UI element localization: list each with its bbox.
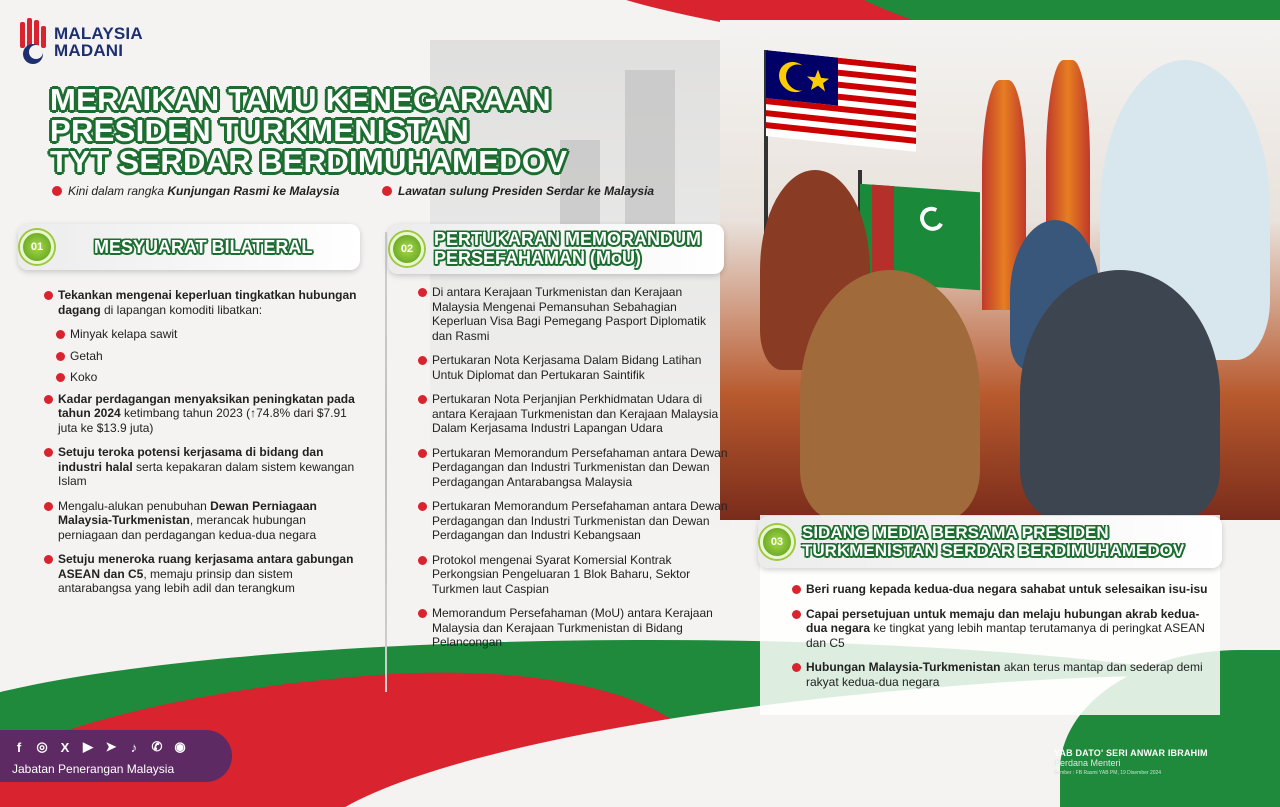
list-item: Hubungan Malaysia-Turkmenistan akan terus mantap dan sederap demi rakyat kedua-dua negara (792, 660, 1212, 689)
list-item: Pertukaran Memorandum Persefahaman antara Dewan Perdagangan dan Industri Turkmenistan dan Dewan Perdagangan dan Industri Kebangsaan (418, 499, 728, 543)
leader-figure-left (800, 270, 980, 520)
logo-line-2: MADANI (54, 41, 124, 60)
list-item: Mengalu-alukan penubuhan Dewan Perniagaan Malaysia-Turkmenistan, merancak hubungan perniagaan dan perdagangan kedua-dua negara (44, 499, 362, 543)
list-item: Beri ruang kepada kedua-dua negara sahabat untuk selesaikan isu-isu (792, 582, 1212, 597)
section-1-title: MESYUARAT BILATERAL (94, 236, 313, 257)
section-3-number: 03 (760, 525, 794, 559)
social-media-bar (0, 730, 232, 782)
pm-role: Perdana Menteri (1054, 758, 1121, 768)
list-item: Tekankan mengenai keperluan tingkatkan hubungan dagang di lapangan komoditi libatkan: (44, 288, 362, 317)
section-3-header (758, 516, 1222, 568)
title-line-3: TYT SERDAR BERDIMUHAMEDOV (50, 144, 568, 179)
subtitle-1-bold: Kunjungan Rasmi ke Malaysia (167, 184, 340, 198)
list-item: Di antara Kerajaan Turkmenistan dan Kerajaan Malaysia Mengenai Pemansuhan Sebahagian Keperluan Visa Bagi Pemegang Pasport Diplomatik dan Rasmi (418, 285, 728, 343)
bullet-dot (382, 186, 392, 196)
section-3-title-1: SIDANG MEDIA BERSAMA PRESIDEN (802, 523, 1109, 542)
list-item: Setuju meneroka ruang kerjasama antara gabungan ASEAN dan C5, memaju prinsip dan sistem antarabangsa yang lebih adil dan terangkum (44, 552, 362, 596)
list-item: Pertukaran Nota Kerjasama Dalam Bidang Latihan Untuk Diplomat dan Pertukaran Saintifik (418, 353, 728, 382)
subtitle-1-plain: Kini dalam rangka (68, 184, 168, 198)
list-item: Setuju teroka potensi kerjasama di bidang dan industri halal serta kepakaran dalam sistem kewangan Islam (44, 445, 362, 489)
illustration-leaders-handshake (720, 20, 1280, 520)
facebook-icon[interactable]: f (16, 739, 22, 755)
bullet-dot (52, 186, 62, 196)
list-item: Memorandum Persefahaman (MoU) antara Kerajaan Malaysia dan Kerajaan Turkmenistan di Bidang Pelancongan (418, 606, 728, 650)
malaysia-madani-logo (18, 18, 143, 66)
instagram-icon[interactable]: ◎ (36, 739, 48, 754)
section-2-title-1: PERTUKARAN MEMORANDUM (434, 229, 701, 249)
pm-name: YAB DATO' SERI ANWAR IBRAHIM (1054, 748, 1208, 758)
list-item: Capai persetujuan untuk memaju dan melaju hubungan akrab kedua-dua negara ke tingkat yang lebih mantap terutamanya di peringkat ASEAN dan C5 (792, 607, 1212, 651)
x-icon[interactable]: X (60, 739, 70, 755)
title-line-2: PRESIDEN TURKMENISTAN (50, 113, 470, 148)
list-item: Pertukaran Memorandum Persefahaman antara Dewan Perdagangan dan Industri Turkmenistan dan Dewan Perdagangan Antarabangsa Malaysia (418, 446, 728, 490)
list-item: Minyak kelapa sawit (56, 327, 362, 342)
youtube-icon[interactable]: ▶ (83, 739, 93, 754)
title-line-1: MERAIKAN TAMU KENEGARAAN (50, 82, 551, 117)
section-2-title-2: PERSEFAHAMAN (MoU) (434, 248, 641, 268)
department-name: Jabatan Penerangan Malaysia (12, 762, 175, 776)
leader-figure-right (1020, 270, 1220, 520)
section-2-header (388, 224, 724, 274)
section-1-header (18, 224, 360, 270)
list-item: Protokol mengenai Syarat Komersial Kontrak Perkongsian Pengeluaran 1 Blok Baharu, Sektor Turkmen laut Caspian (418, 553, 728, 597)
section-1-list (44, 288, 362, 606)
column-divider (385, 232, 387, 692)
section-1-number: 01 (20, 230, 54, 264)
list-item: Kadar perdagangan menyaksikan peningkatan pada tahun 2024 ketimbang tahun 2023 (↑74.8% dari $7.91 juta ke $13.9 juta) (44, 392, 362, 436)
spotify-icon[interactable]: ◉ (174, 739, 186, 754)
malaysia-flag (766, 50, 916, 152)
madani-emblem-icon (18, 18, 48, 66)
telegram-icon[interactable]: ➤ (105, 739, 117, 754)
source-note: Sumber : FB Rasmi YAB PM, 19 Disember 2024 (1054, 770, 1162, 776)
list-item: Getah (56, 349, 362, 364)
prime-minister-credit (1054, 748, 1254, 776)
section-3-list (792, 582, 1212, 699)
list-item: Pertukaran Nota Perjanjian Perkhidmatan Udara di antara Kerajaan Turkmenistan dan Kerajaan Malaysia Dalam Kerjasama Industri Lapangan Udara (418, 392, 728, 436)
subtitle-2-bold: Lawatan sulung Presiden Serdar ke Malaysia (398, 184, 655, 198)
list-item: Koko (56, 370, 362, 385)
logo-line-1: MALAYSIA (54, 24, 143, 43)
subtitle-2 (382, 184, 654, 198)
section-3-title-2: TURKMENISTAN SERDAR BERDIMUHAMEDOV (802, 541, 1185, 560)
whatsapp-icon[interactable]: ✆ (151, 739, 163, 754)
tiktok-icon[interactable]: ♪ (130, 739, 138, 755)
page-title (50, 84, 650, 177)
section-2-number: 02 (390, 232, 424, 266)
subtitle-1 (52, 184, 339, 198)
section-2-list (418, 285, 728, 660)
